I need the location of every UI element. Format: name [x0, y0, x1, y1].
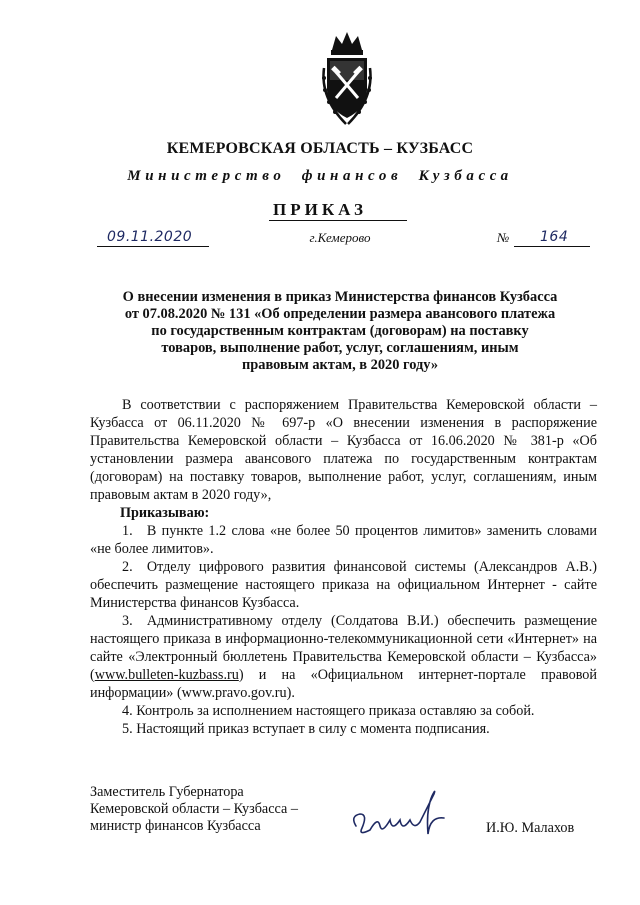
order-word: Приказываю: [120, 505, 210, 521]
order-heading [100, 289, 580, 374]
position-line: министр финансов Кузбасса [90, 818, 261, 834]
handwritten-signature [348, 786, 458, 841]
position-line: Кемеровской области – Кузбасса – [90, 801, 298, 817]
heading-line: О внесении изменения в приказ Министерства финансов Кузбасса [122, 289, 558, 305]
region-title: КЕМЕРОВСКАЯ ОБЛАСТЬ – КУЗБАСС [166, 140, 474, 157]
number-label: № [497, 230, 510, 245]
heading-line: от 07.08.2020 № 131 «Об определении размера авансового платежа [124, 306, 556, 322]
signer-name: И.Ю. Малахов [486, 820, 575, 836]
date-value: 09.11.2020 [107, 229, 193, 245]
coat-of-arms-icon [318, 28, 376, 128]
order-body [90, 396, 597, 738]
number-value: 164 [540, 229, 569, 245]
city-label: г.Кемерово [309, 230, 371, 245]
position-line: Заместитель Губернатора [90, 784, 244, 800]
item-1: 1. В пункте 1.2 слова «не более 50 процентов лимитов» заменить словами «не более лимитов». [90, 523, 597, 557]
title-rule [269, 220, 407, 221]
heading-line: товаров, выполнение работ, услуг, соглашениям, иным [161, 340, 519, 356]
preamble-paragraph: В соответствии с распоряжением Правительства Кемеровской области – Кузбасса от 06.11.2020 № 697-р «О внесении изменения в распоряжение Правительства Кемеровской области – Кузбасса от 16.06.2020 № 381-р «Об установлении размера авансового платежа по государственным контрактам (договорам) на поставку товаров, выполнение работ, услуг, соглашениям, иным правовым актам в 2020 году», [90, 397, 597, 503]
item-4: 4. Контроль за исполнением настоящего приказа оставляю за собой. [122, 703, 535, 719]
ministry-name: Министерство финансов Кузбасса [127, 168, 513, 184]
item-5: 5. Настоящий приказ вступает в силу с момента подписания. [122, 721, 490, 737]
item-3-text-a: 3. Административному отделу (Солдатова В.И.) обеспечить размещение настоящего приказа в информационно-телекоммуникационной сети «Интернет» на сайте «Электронный бюллетень Правительства Кемеровской области – Кузбасса» ( [90, 613, 597, 683]
item-2: 2. Отделу цифрового развития финансовой системы (Александров А.В.) обеспечить размещение настоящего приказа на официальном Интернет - сайте Министерства финансов Кузбасса. [90, 559, 597, 611]
document-type: ПРИКАЗ [273, 200, 367, 219]
bulletin-link[interactable]: www.bulleten-kuzbass.ru [94, 667, 239, 683]
item-3-text-b: ) и на «Официальном интернет-портале правовой информации» (www.pravo.gov.ru). [90, 667, 597, 701]
heading-line: по государственным контрактам (договорам) на поставку [151, 323, 529, 339]
number-field [514, 226, 590, 247]
signatory-position [90, 784, 298, 835]
item-3 [90, 612, 597, 702]
heading-line: правовым актам, в 2020 году» [241, 357, 439, 373]
